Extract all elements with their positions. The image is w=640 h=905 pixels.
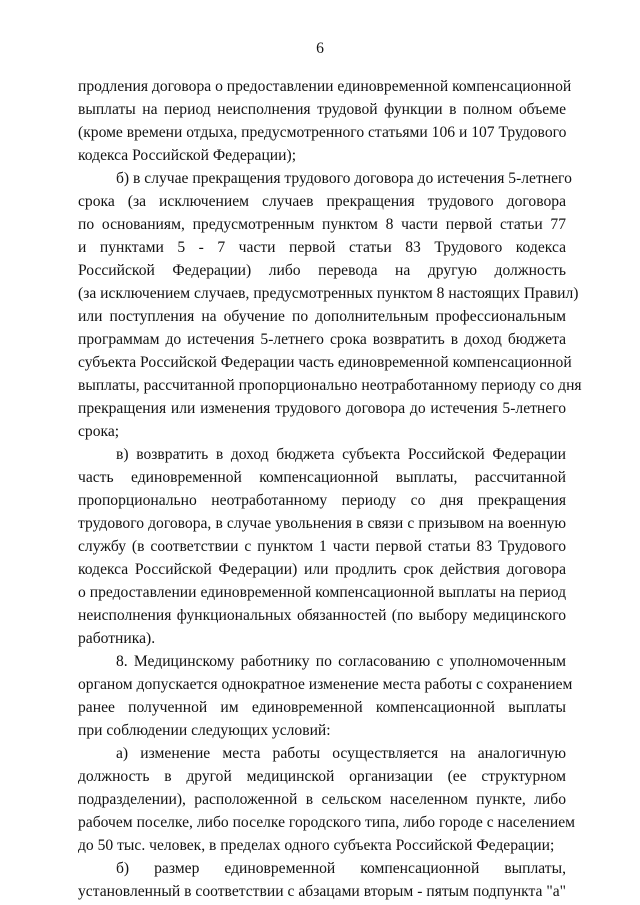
- text-line: подразделении), расположенной в сельском населенном пункте, либо: [78, 791, 566, 808]
- text-line: Российской Федерации) либо перевода на другую должность: [78, 262, 566, 279]
- text-line: при соблюдении следующих условий:: [78, 722, 331, 739]
- text-line: срока;: [78, 423, 120, 440]
- text-line: пропорционально неотработанному периоду со дня прекращения: [78, 492, 566, 509]
- text-line: должность в другой медицинской организации (ее структурном: [78, 768, 566, 785]
- text-line: по основаниям, предусмотренным пунктом 8 части первой статьи 77: [78, 216, 566, 233]
- text-line: прекращения или изменения трудового договора до истечения 5-летнего: [78, 400, 566, 417]
- text-line: трудового договора, в случае увольнения в связи с призывом на военную: [78, 515, 566, 532]
- text-line: (за исключением случаев, предусмотренных пунктом 8 настоящих Правил): [78, 285, 579, 302]
- text-line: кодекса Российской Федерации);: [78, 147, 297, 164]
- text-line: а) изменение места работы осуществляется на аналогичную: [116, 745, 566, 762]
- text-line: часть единовременной компенсационной выплаты, рассчитанной: [78, 469, 566, 486]
- text-line: рабочем поселке, либо поселке городского типа, либо городе с населением: [78, 814, 576, 831]
- text-line: ранее полученной им единовременной компенсационной выплаты: [78, 699, 566, 716]
- text-line: работника).: [78, 630, 156, 647]
- text-line: (кроме времени отдыха, предусмотренного статьями 106 и 107 Трудового: [78, 124, 567, 141]
- text-line: установленный в соответствии с абзацами вторым - пятым подпункта "а": [78, 883, 566, 900]
- text-line: о предоставлении единовременной компенсационной выплаты на период: [78, 584, 566, 601]
- text-line: б) размер единовременной компенсационной выплаты,: [116, 860, 566, 877]
- text-line: кодекса Российской Федерации) или продлить срок действия договора: [78, 561, 566, 578]
- text-line: в) возвратить в доход бюджета субъекта Российской Федерации: [116, 446, 566, 463]
- text-line: до 50 тыс. человек, в пределах одного субъекта Российской Федерации;: [78, 837, 555, 854]
- text-line: субъекта Российской Федерации часть единовременной компенсационной: [78, 354, 572, 371]
- text-line: органом допускается однократное изменение места работы с сохранением: [78, 676, 573, 693]
- text-line: 8. Медицинскому работнику по согласованию с уполномоченным: [116, 653, 566, 670]
- page-number: 6: [316, 40, 324, 57]
- text-line: или поступления на обучение по дополнительным профессиональным: [78, 308, 566, 325]
- text-line: продления договора о предоставлении единовременной компенсационной: [78, 78, 572, 95]
- text-line: и пунктами 5 - 7 части первой статьи 83 Трудового кодекса: [78, 239, 566, 256]
- text-line: срока (за исключением случаев прекращения трудового договора: [78, 193, 566, 210]
- text-line: выплаты на период неисполнения трудовой функции в полном объеме: [78, 101, 566, 118]
- text-line: б) в случае прекращения трудового договора до истечения 5-летнего: [116, 170, 572, 187]
- text-line: неисполнения функциональных обязанностей (по выбору медицинского: [78, 607, 566, 624]
- text-line: выплаты, рассчитанной пропорционально неотработанному периоду со дня: [78, 377, 582, 394]
- text-line: программам до истечения 5-летнего срока возвратить в доход бюджета: [78, 331, 566, 348]
- text-line: службу (в соответствии с пунктом 1 части первой статьи 83 Трудового: [78, 538, 566, 555]
